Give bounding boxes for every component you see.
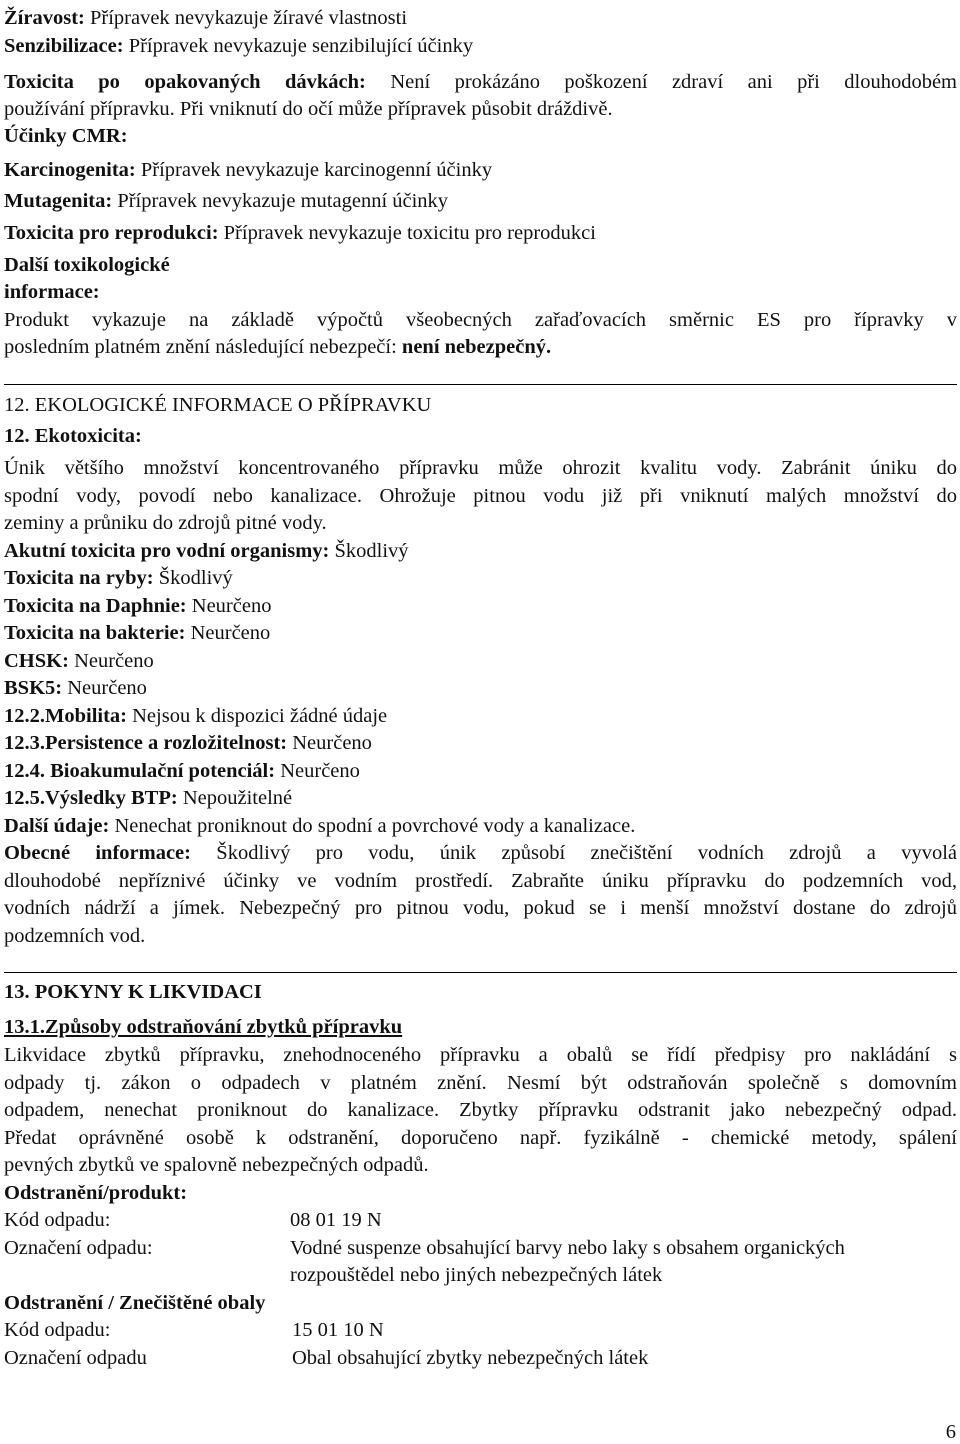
disposal-para-line5: pevných zbytků ve spalovně nebezpečných odpadů. [4, 1154, 429, 1176]
disposal-para-line1: Likvidace zbytků přípravku, znehodnoceného přípravku a obalů se řídí předpisy pro nakládání s [4, 1044, 957, 1066]
disposal-para-line3: odpadem, nenechat proniknout do kanalizace. Zbytky přípravku odstranit jako nebezpečný odpad. [4, 1099, 957, 1121]
ecotox-para-line1: Únik většího množství koncentrovaného přípravku může ohrozit kvalitu vody. Zabránit úniku do [4, 457, 957, 479]
general-info-line1: Obecné informace: Škodlivý pro vodu, únik způsobí znečištění vodních zdrojů a vyvolá [4, 842, 958, 864]
general-info-line2: dlouhodobé nepříznivé účinky ve vodním prostředí. Zabraňte úniku přípravku do podzemních vod, [4, 870, 957, 892]
section-13-heading: 13. POKYNY K LIKVIDACI [4, 981, 262, 1003]
packaging-waste-code: 15 01 10 N [292, 1319, 384, 1341]
section-13-rule [4, 972, 957, 973]
disposal-para-line4: Předat oprávněné osobě k odstranění, doporučeno např. fyzikálně - chemické metody, spálení [4, 1127, 957, 1149]
line-sensitization: Senzibilizace: Přípravek nevykazuje senzibilující účinky [4, 35, 474, 57]
disposal-para-line2: odpady tj. zákon o odpadech v platném znění. Nesmí být odstraňován společně s domovním [4, 1072, 957, 1094]
page-number: 6 [945, 1421, 956, 1443]
line-product-classification: Produkt vykazuje na základě výpočtů všeobecných zařaďovacích směrnic ES pro řípravky v [4, 309, 957, 331]
product-waste-desc-line1: Vodné suspenze obsahující barvy nebo laky s obsahem organických [290, 1237, 845, 1259]
line-reproductive-toxicity: Toxicita pro reprodukci: Přípravek nevykazuje toxicitu pro reprodukci [4, 222, 596, 244]
section-13-subheading: 13.1.Způsoby odstraňování zbytků přípravku [4, 1016, 403, 1038]
ecotox-para-line3: zeminy a průniku do zdrojů pitné vody. [4, 512, 327, 534]
line-repeated-dose: Toxicita po opakovaných dávkách: Není prokázáno poškození zdraví ani při dlouhodobém [4, 71, 958, 93]
fish-toxicity: Toxicita na ryby: Škodlivý [4, 567, 233, 589]
packaging-disposal-title: Odstranění / Znečištěné obaly [4, 1292, 266, 1314]
line-other-tox-label: Další toxikologické [4, 254, 170, 276]
line-cmr-title: Účinky CMR: [4, 125, 128, 147]
product-waste-desc-label: Označení odpadu: [4, 1237, 153, 1259]
packaging-waste-desc-label: Označení odpadu [4, 1347, 147, 1369]
chsk-value: CHSK: Neurčeno [4, 650, 154, 672]
line-mutagenicity: Mutagenita: Přípravek nevykazuje mutagenní účinky [4, 190, 449, 212]
line-repeated-dose-cont: používání přípravku. Při vniknutí do očí může přípravek působit dráždivě. [4, 98, 613, 120]
product-waste-desc-line2: rozpouštědel nebo jiných nebezpečných látek [290, 1264, 663, 1286]
pbt-results: 12.5.Výsledky BTP: Nepoužitelné [4, 787, 293, 809]
general-info-line3: vodních nádrží a jímek. Nebezpečný pro pitnou vodu, pokud se i menší množství dostane do zdrojů [4, 897, 957, 919]
line-other-tox-label2: informace: [4, 281, 100, 303]
persistence: 12.3.Persistence a rozložitelnost: Neurčeno [4, 732, 372, 754]
product-disposal-title: Odstranění/produkt: [4, 1182, 188, 1204]
line-product-hazard: posledním platném znění následující nebezpečí: není nebezpečný. [4, 336, 552, 358]
product-waste-code: 08 01 19 N [290, 1209, 382, 1231]
section-12-subheading: 12. Ekotoxicita: [4, 425, 142, 447]
line-carcinogenicity: Karcinogenita: Přípravek nevykazuje karcinogenní účinky [4, 159, 493, 181]
ecotox-para-line2: spodní vody, povodí nebo kanalizace. Ohrožuje pitnou vodu již při vniknutí malých množství do [4, 485, 957, 507]
further-info: Další údaje: Nenechat proniknout do spodní a povrchové vody a kanalizace. [4, 815, 636, 837]
mobility: 12.2.Mobilita: Nejsou k dispozici žádné údaje [4, 705, 388, 727]
section-12-rule [4, 384, 957, 385]
bacteria-toxicity: Toxicita na bakterie: Neurčeno [4, 622, 271, 644]
bsk5-value: BSK5: Neurčeno [4, 677, 147, 699]
line-corrosivity: Žíravost: Přípravek nevykazuje žíravé vlastnosti [4, 7, 408, 29]
acute-aquatic-toxicity: Akutní toxicita pro vodní organismy: Škodlivý [4, 540, 409, 562]
packaging-waste-desc: Obal obsahující zbytky nebezpečných látek [292, 1347, 649, 1369]
general-info-line4: podzemních vod. [4, 925, 146, 947]
daphnia-toxicity: Toxicita na Daphnie: Neurčeno [4, 595, 272, 617]
packaging-waste-code-label: Kód odpadu: [4, 1319, 111, 1341]
section-12-heading: 12. EKOLOGICKÉ INFORMACE O PŘÍPRAVKU [4, 394, 432, 416]
bioaccumulation: 12.4. Bioakumulační potenciál: Neurčeno [4, 760, 360, 782]
product-waste-code-label: Kód odpadu: [4, 1209, 111, 1231]
